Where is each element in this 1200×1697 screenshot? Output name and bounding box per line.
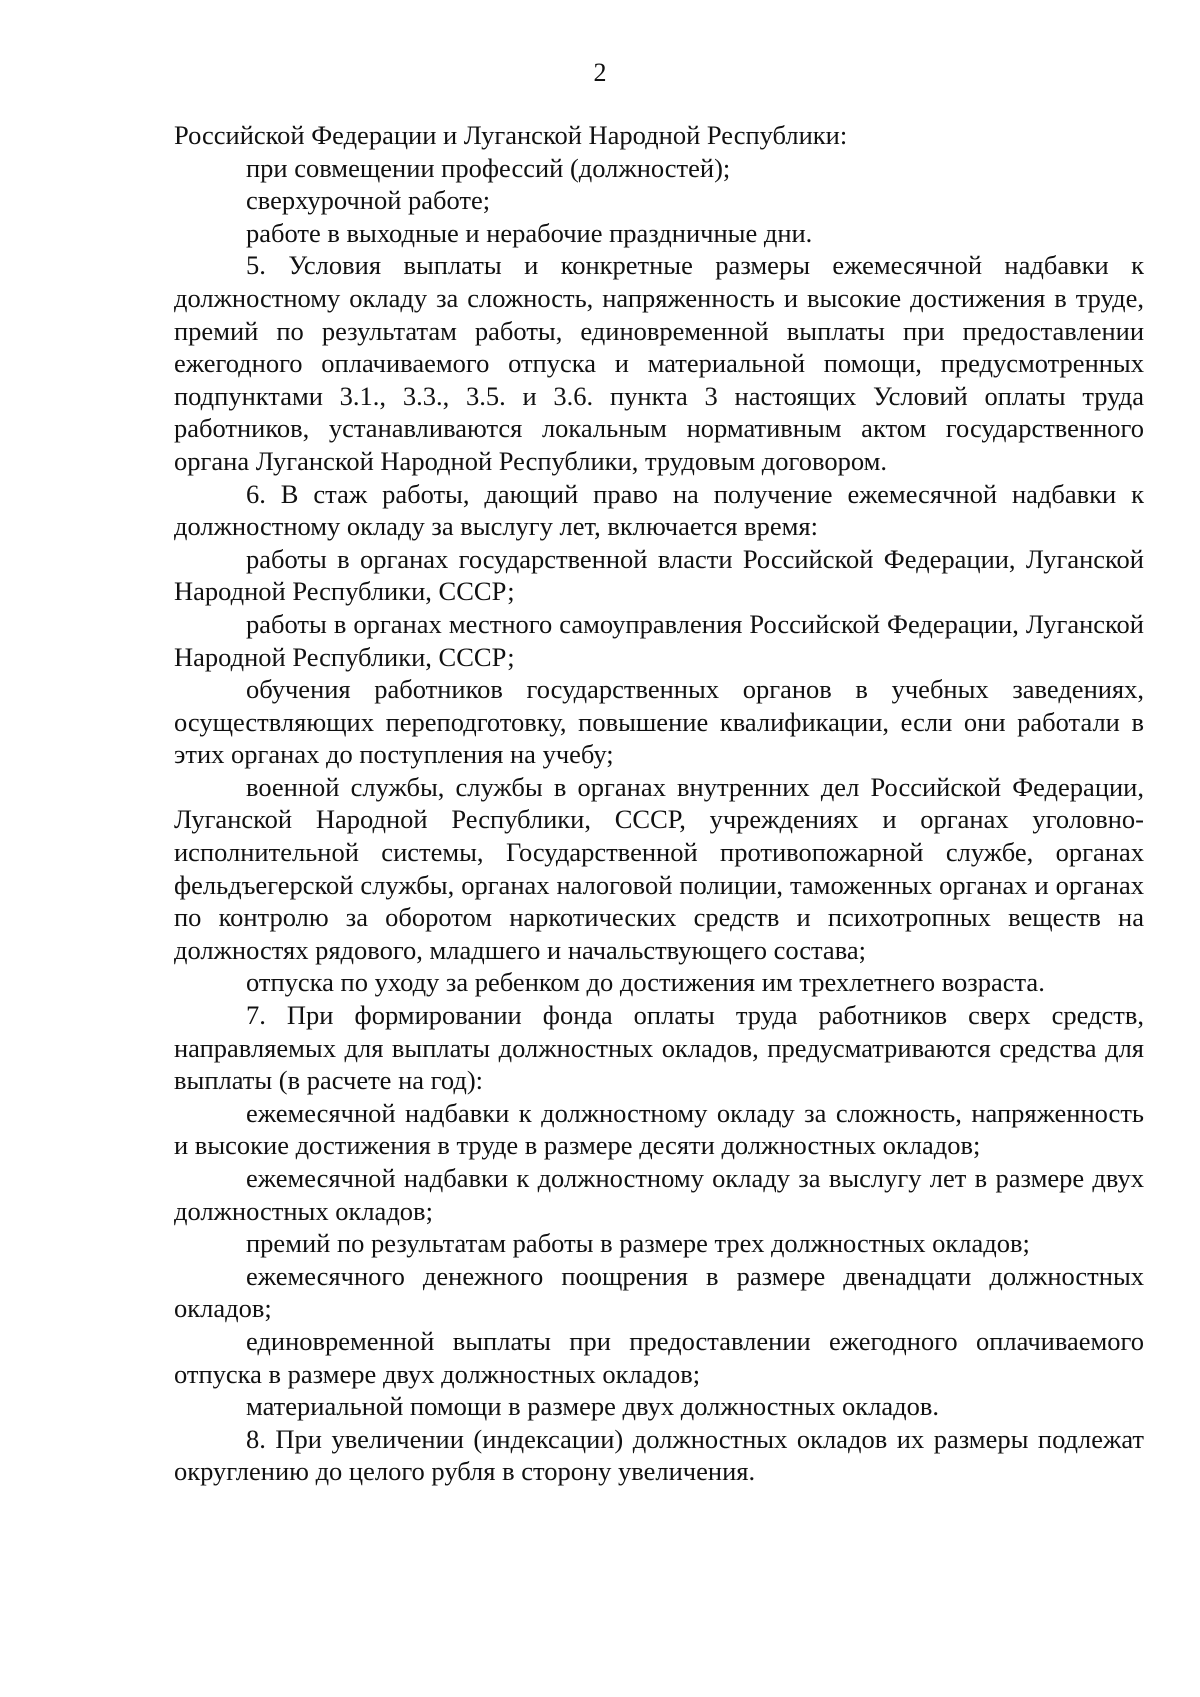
document-body: [174, 119, 1144, 1488]
clause-5: 5. Условия выплаты и конкретные размеры ежемесячной надбавки к должностному окладу за сложность, напряженность и высокие достижения в труде, премий по результатам работы, единовременной выплаты при предоставлении ежегодного оплачиваемого отпуска и материальной помощи, предусмотренных подпунктами 3.1., 3.3., 3.5. и 3.6. пункта 3 настоящих Условий оплаты труда работников, устанавливаются локальным нормативным актом государственного органа Луганской Народной Республики, трудовым договором.: [174, 250, 1144, 476]
clause-6-item-military-service: военной службы, службы в органах внутренних дел Российской Федерации, Луганской Народной Республики, СССР, учреждениях и органах уголовно-исполнительной системы, Государственной противопожарной службе, органах фельдъегерской службы, органах налоговой полиции, таможенных органах и органах по контролю за оборотом наркотических средств и психотропных веществ на должностях рядового, младшего и начальствующего состава;: [174, 771, 1144, 965]
clause-7-item-seniority-bonus: ежемесячной надбавки к должностному окладу за выслугу лет в размере двух должностных окладов;: [174, 1163, 1144, 1226]
clause-6-item-childcare-leave: отпуска по уходу за ребенком до достижения им трехлетнего возраста.: [246, 967, 1045, 998]
clause-7-item-vacation-payment: единовременной выплаты при предоставлении ежегодного оплачиваемого отпуска в размере двух должностных окладов;: [174, 1325, 1144, 1389]
list-item-combining-professions: при совмещении профессий (должностей);: [246, 152, 731, 183]
paragraph-intro-continuation: Российской Федерации и Луганской Народной Республики:: [174, 120, 848, 150]
clause-6: 6. В стаж работы, дающий право на получение ежемесячной надбавки к должностному окладу за выслугу лет, включается время:: [174, 478, 1144, 542]
clause-7-item-performance-premiums: премий по результатам работы в размере трех должностных окладов;: [246, 1228, 1030, 1259]
clause-7: 7. При формировании фонда оплаты труда работников сверх средств, направляемых для выплаты должностных окладов, предусматриваются средства для выплаты (в расчете на год):: [174, 1000, 1144, 1096]
clause-6-item-training: обучения работников государственных органов в учебных заведениях, осуществляющих переподготовку, повышение квалификации, если они работали в этих органах до поступления на учебу;: [174, 674, 1144, 770]
clause-8: 8. При увеличении (индексации) должностных окладов их размеры подлежат округлению до целого рубля в сторону увеличения.: [174, 1423, 1144, 1487]
clause-6-item-local-government: работы в органах местного самоуправления Российской Федерации, Луганской Народной Республики, СССР;: [174, 608, 1144, 672]
clause-7-item-monthly-incentive: ежемесячного денежного поощрения в размере двенадцати должностных окладов;: [174, 1260, 1144, 1324]
clause-7-item-material-assistance: материальной помощи в размере двух должностных окладов.: [246, 1391, 939, 1422]
list-item-overtime: сверхурочной работе;: [246, 185, 491, 216]
clause-6-item-state-authorities: работы в органах государственной власти Российской Федерации, Луганской Народной Республики, СССР;: [174, 543, 1144, 607]
clause-7-item-complexity-bonus: ежемесячной надбавки к должностному окладу за сложность, напряженность и высокие достижения в труде в размере десяти должностных окладов;: [174, 1097, 1144, 1161]
page-number: 2: [593, 58, 607, 87]
list-item-weekend-work: работе в выходные и нерабочие праздничные дни.: [246, 217, 813, 248]
